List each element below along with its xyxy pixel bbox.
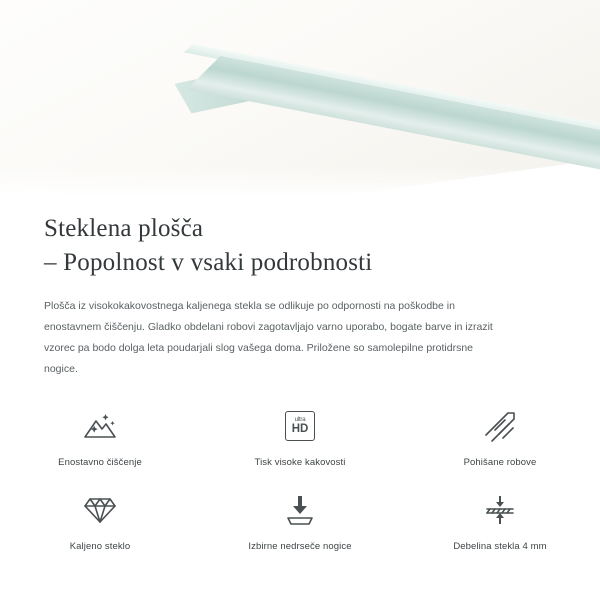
description-paragraph: Plošča iz visokokakovostnega kaljenega stekla se odlikuje po odpornosti na poškodbe in enostavnem čiščenju. Gladko obdelani robovi zagotavljajo varno uporabo, bogate barve in izrazit vzorec pa bodo dolga leta poudarjali slog vašega doma. Priložene so samolepilne protidrsne nogice. xyxy=(44,299,493,375)
feature-label: Enostavno čiščenje xyxy=(58,457,142,468)
feature-label: Kaljeno steklo xyxy=(69,541,131,552)
feature-label: Debelina stekla 4 mm xyxy=(453,541,547,552)
ultra-hd-icon xyxy=(285,406,315,446)
feature-label: Izbirne nedrseče nogice xyxy=(248,541,352,552)
gold-vein xyxy=(0,0,182,36)
diamond-icon xyxy=(83,490,117,530)
hero-image xyxy=(0,0,600,200)
ultra-hd-badge-bottom: HD xyxy=(291,422,309,435)
anti-slip-feet-icon xyxy=(283,490,317,530)
description-content xyxy=(0,200,600,380)
title-line-2: – Popolnost v vsaki podrobnosti xyxy=(44,248,373,276)
feature-label: Pohišane robove xyxy=(463,457,537,468)
polished-edges-icon xyxy=(483,406,517,446)
feature-item-print-quality xyxy=(200,398,400,476)
feature-item-tempered-glass xyxy=(0,482,200,560)
ultra-hd-badge-top: ultra xyxy=(294,416,306,423)
hero-bottom-fade xyxy=(0,166,600,200)
feature-label: Tisk visoke kakovosti xyxy=(254,457,346,468)
feature-item-polished-edges xyxy=(400,398,600,476)
feature-item-anti-slip-feet xyxy=(200,482,400,560)
thickness-arrows-icon xyxy=(483,490,517,530)
feature-grid xyxy=(0,398,600,560)
page-title xyxy=(0,200,600,280)
feature-item-glass-thickness xyxy=(400,482,600,560)
title-line-1: Steklena plošča xyxy=(44,215,204,242)
sparkle-cloth-icon xyxy=(81,406,119,446)
feature-item-easy-cleaning xyxy=(0,398,200,476)
